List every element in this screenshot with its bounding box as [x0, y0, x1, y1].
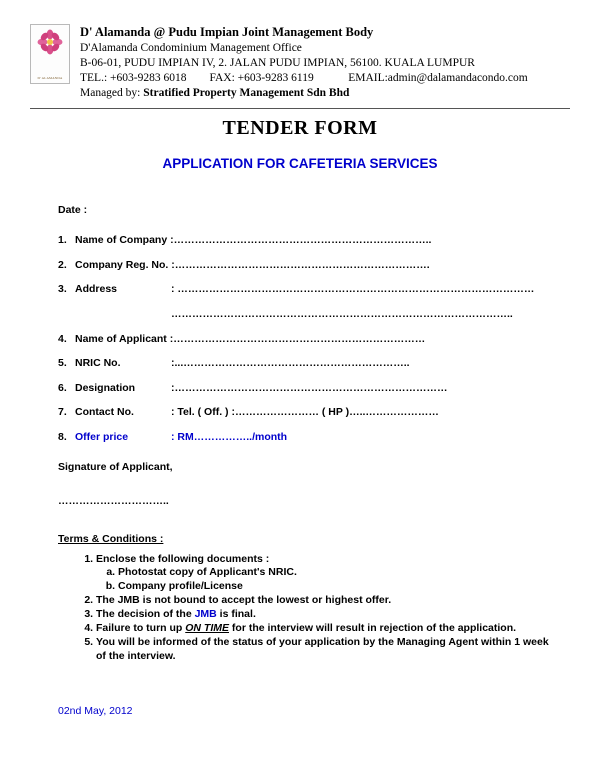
- row-label: Address: [75, 283, 118, 295]
- row-number: 6.: [58, 381, 67, 394]
- office-address: B-06-01, PUDU IMPIAN IV, 2. JALAN PUDU IMPIAN, 56100. KUALA LUMPUR: [80, 56, 475, 69]
- terms-item-3-jmb: JMB: [194, 607, 217, 620]
- page-title: TENDER FORM: [222, 117, 378, 139]
- form-row-nric: [58, 357, 558, 369]
- terms-sublist: [96, 566, 558, 594]
- form-row-offer-price: [58, 431, 558, 443]
- form-row-company-name: [58, 234, 558, 246]
- terms-item-3: [96, 608, 558, 622]
- terms-item-2: 2. The JMB is not bound to accept the lowest or highest offer.: [96, 594, 558, 608]
- form-row-company-reg: [58, 259, 558, 271]
- form-row-applicant-name: [58, 333, 558, 345]
- form-row-designation: [58, 382, 558, 394]
- page-subtitle: APPLICATION FOR CAFETERIA SERVICES: [162, 156, 438, 171]
- offer-price-input[interactable]: : RM……………../month: [171, 430, 288, 443]
- form-row-address: [58, 283, 558, 295]
- terms-item-1-text: Enclose the following documents :: [96, 552, 270, 565]
- row-number: 2.: [58, 258, 67, 271]
- company-name-input[interactable]: ………………………………………………………………..: [173, 234, 432, 246]
- terms-item-4-post: for the interview will result in rejection of the application.: [229, 621, 517, 634]
- managed-by-label: Managed by:: [80, 87, 144, 100]
- terms-item-1: [96, 553, 558, 595]
- managed-by-value: Stratified Property Management Sdn Bhd: [143, 87, 350, 100]
- signature-label: Signature of Applicant,: [58, 460, 173, 473]
- address-input-line2[interactable]: ……………………………………………………………………………………..: [171, 307, 513, 320]
- designation-input[interactable]: :……………………………………………………………………: [171, 381, 448, 394]
- terms-item-4: [96, 622, 558, 636]
- contact-line: TEL.: +603-9283 6018 FAX: +603-9283 6119 EMAIL:admin@dalamandacondo.com: [80, 71, 528, 84]
- address-input-line1[interactable]: : …………………………………………………………………………………………: [171, 283, 535, 295]
- row-number: 1.: [58, 234, 67, 246]
- logo-caption: D' ALAMANDA: [37, 76, 63, 81]
- terms-subitem-a: a. Photostat copy of Applicant's NRIC.: [118, 566, 558, 580]
- office-name: D'Alamanda Condominium Management Office: [80, 41, 302, 54]
- terms-heading: Terms & Conditions :: [58, 532, 164, 545]
- form-row-contact: [58, 406, 558, 418]
- row-number: 8.: [58, 430, 67, 443]
- application-form: [58, 204, 558, 663]
- date-field-label: Date :: [58, 204, 88, 216]
- row-label: Name of Applicant :: [75, 332, 174, 345]
- row-number: 5.: [58, 357, 67, 369]
- terms-item-4-pre: Failure to turn up: [96, 621, 186, 634]
- footer-date: 02nd May, 2012: [58, 705, 133, 717]
- row-label: Name of Company :: [75, 234, 174, 246]
- row-number: 4.: [58, 332, 67, 345]
- row-number: 7.: [58, 406, 67, 418]
- terms-subitem-b: b. Company profile/License: [118, 580, 558, 594]
- organization-logo: [30, 24, 70, 84]
- terms-item-3-post: is final.: [216, 607, 256, 620]
- row-label: Company Reg. No. :: [75, 258, 175, 271]
- row-label: NRIC No.: [75, 357, 121, 369]
- letterhead-text: [80, 24, 570, 101]
- row-label: Contact No.: [75, 406, 134, 418]
- terms-item-5: 5. You will be informed of the status of your application by the Managing Agent within 1 week of the interview.: [96, 636, 558, 664]
- nric-input[interactable]: :...………………………………………………………..: [171, 357, 410, 369]
- row-label: Offer price: [75, 430, 129, 443]
- header-divider: [30, 108, 570, 109]
- terms-list: [78, 553, 558, 664]
- organization-name: D' Alamanda @ Pudu Impian Joint Management Body: [80, 25, 374, 39]
- contact-input[interactable]: : Tel. ( Off. ) :…………………… ( HP )…..…………………: [171, 406, 439, 418]
- terms-item-3-pre: The decision of the: [96, 607, 195, 620]
- flower-logo-icon: [37, 29, 63, 55]
- managed-by: [80, 86, 570, 101]
- applicant-name-input[interactable]: ………………………………………………………………: [173, 332, 426, 345]
- company-reg-input[interactable]: ……………………………………………………………….: [174, 258, 430, 271]
- row-label: Designation: [75, 381, 136, 394]
- signature-line[interactable]: …………………………..: [58, 494, 169, 507]
- letterhead: [30, 24, 570, 101]
- row-number: 3.: [58, 283, 67, 295]
- terms-item-4-emphasis: ON TIME: [185, 621, 229, 634]
